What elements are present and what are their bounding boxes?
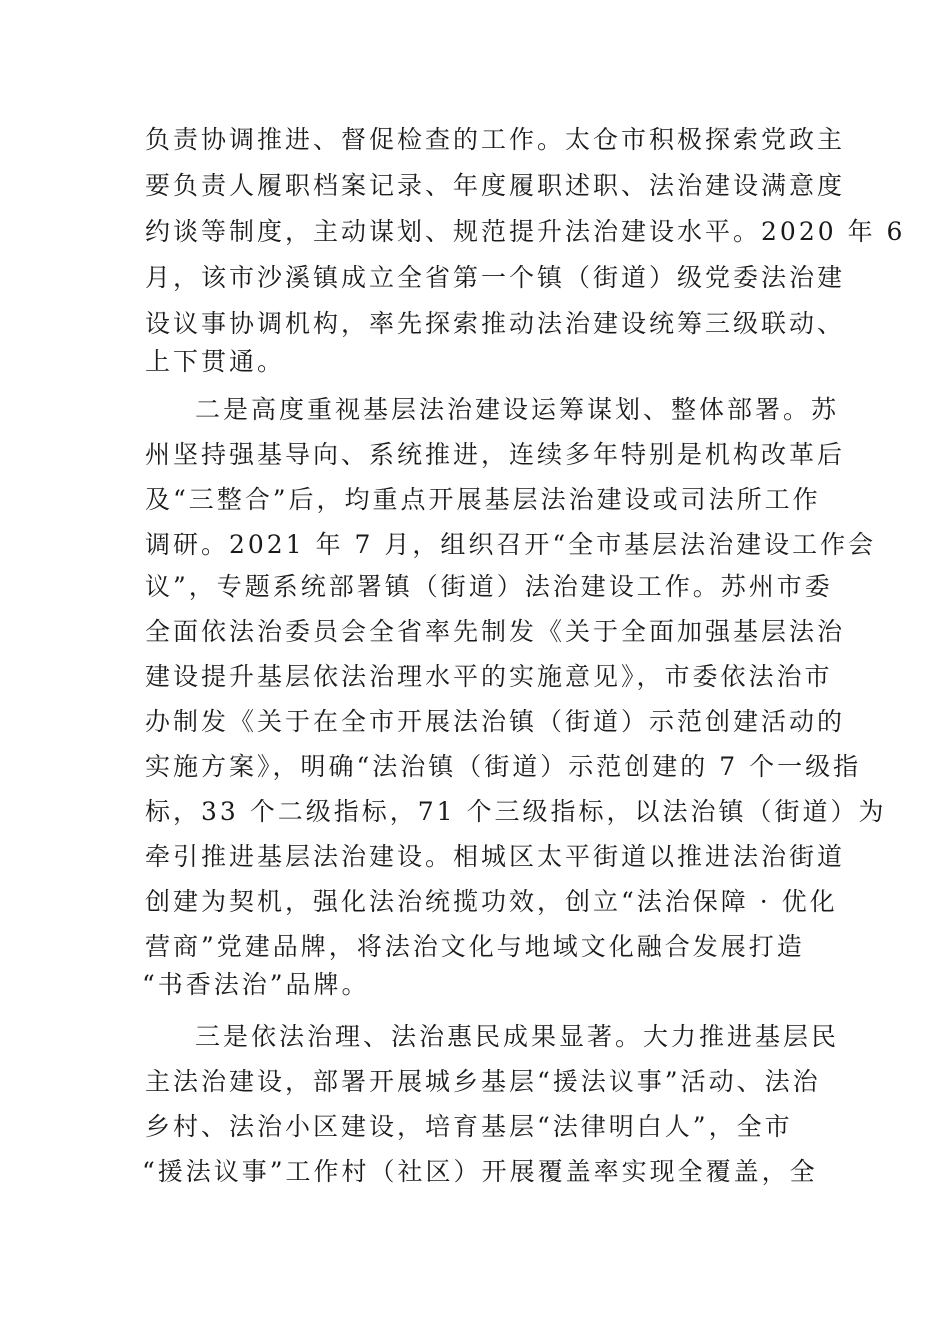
text-line-9: 及“三整合”后，均重点开展基层法治建设或司法所工作 xyxy=(145,485,821,514)
text-line-2: 要负责人履职档案记录、年度履职述职、法治建设满意度 xyxy=(145,171,846,200)
text-line-13: 建设提升基层依法治理水平的实施意见》，市委依法治市 xyxy=(145,662,833,691)
text-line-19: 营商”党建品牌，将法治文化与地域文化融合发展打造 xyxy=(145,932,805,961)
text-line-3: 约谈等制度，主动谋划、规范提升法治建设水平。2020 年 6 xyxy=(145,217,906,246)
text-line-7: 二是高度重视基层法治建设运筹谋划、整体部署。苏 xyxy=(195,395,840,424)
text-line-4: 月，该市沙溪镇成立全省第一个镇（街道）级党委法治建 xyxy=(145,263,846,292)
text-line-24: “援法议事”工作村（社区）开展覆盖率实现全覆盖，全 xyxy=(142,1157,818,1186)
text-line-20: “书香法治”品牌。 xyxy=(142,970,370,999)
text-line-6: 上下贯通。 xyxy=(145,347,286,376)
text-line-23: 乡村、法治小区建设，培育基层“法律明白人”，全市 xyxy=(145,1112,793,1141)
text-line-16: 标，33 个二级指标，71 个三级指标，以法治镇（街道）为 xyxy=(145,797,887,826)
text-line-22: 主法治建设，部署开展城乡基层“援法议事”活动、法治 xyxy=(145,1067,821,1096)
text-line-1: 负责协调推进、督促检查的工作。太仓市积极探索党政主 xyxy=(145,125,846,154)
text-line-14: 办制发《关于在全市开展法治镇（街道）示范创建活动的 xyxy=(145,707,846,736)
text-line-12: 全面依法治委员会全省率先制发《关于全面加强基层法治 xyxy=(145,617,846,646)
text-line-15: 实施方案》，明确“法治镇（街道）示范创建的 7 个一级指 xyxy=(145,752,862,781)
text-line-10: 调研。2021 年 7 月，组织召开“全市基层法治建设工作会 xyxy=(145,530,877,559)
text-line-17: 牵引推进基层法治建设。相城区太平街道以推进法治街道 xyxy=(145,842,846,871)
text-line-11: 议”，专题系统部署镇（街道）法治建设工作。苏州市委 xyxy=(145,572,833,601)
text-line-18: 创建为契机，强化法治统揽功效，创立“法治保障 · 优化 xyxy=(145,887,838,916)
text-line-21: 三是依法治理、法治惠民成果显著。大力推进基层民 xyxy=(195,1022,840,1051)
text-line-5: 设议事协调机构，率先探索推动法治建设统筹三级联动、 xyxy=(145,309,846,338)
text-line-8: 州坚持强基导向、系统推进，连续多年特别是机构改革后 xyxy=(145,440,846,469)
